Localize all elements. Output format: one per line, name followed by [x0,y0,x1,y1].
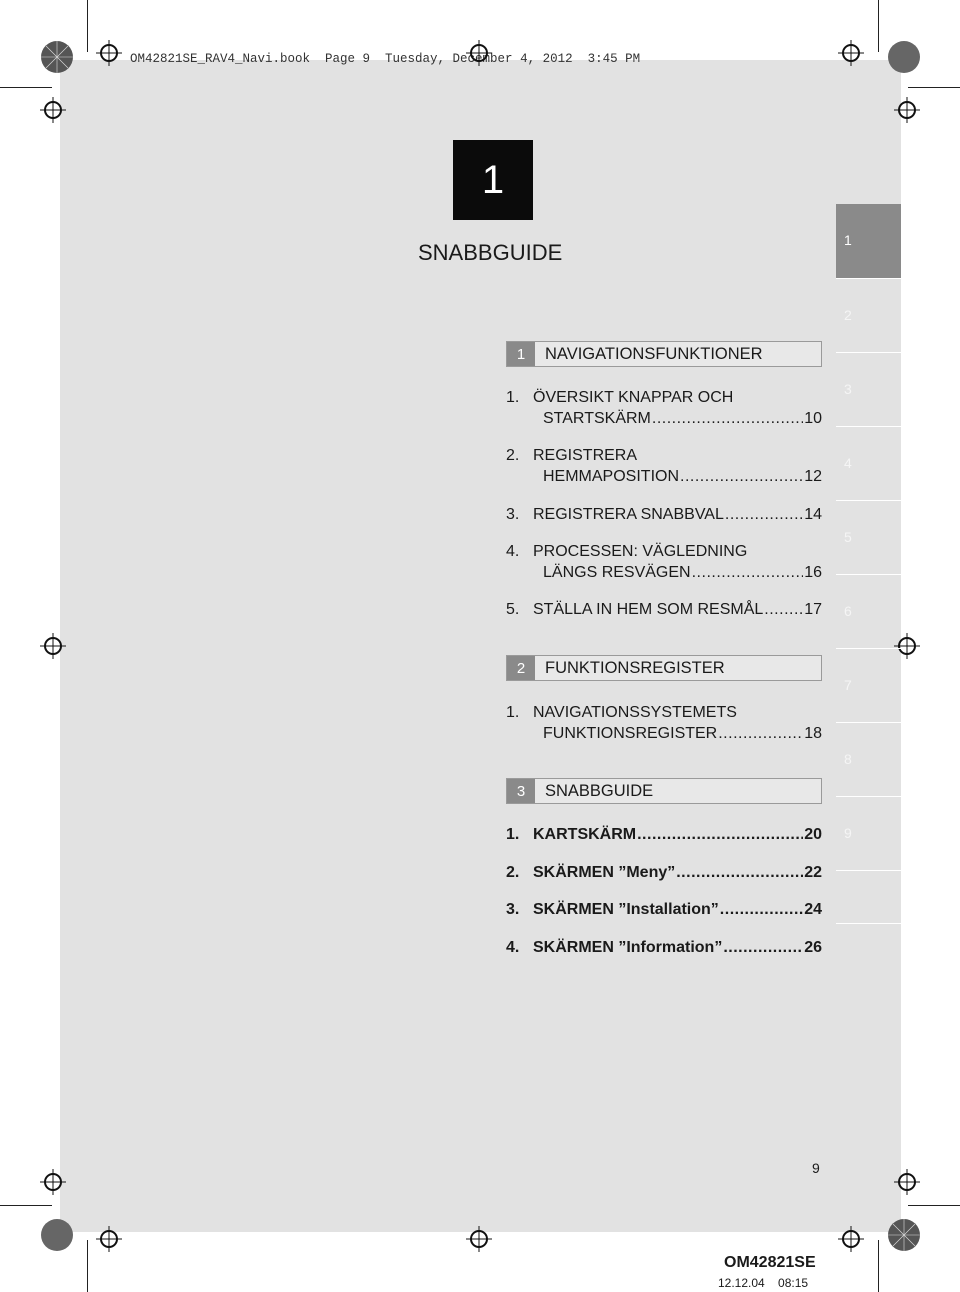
toc-entry-number: 1. [506,704,520,721]
toc-entry-title: REGISTRERA [533,447,638,464]
chapter-tab-7[interactable]: 7 [836,648,901,722]
gray-swatch-icon [40,1218,74,1252]
toc-entry-number: 1. [506,826,520,843]
toc-entry-title: SKÄRMEN ”Information” [533,939,723,956]
registration-mark-icon [894,97,920,123]
toc-entry-title: NAVIGATIONSSYSTEMETS [533,704,737,721]
toc-entry[interactable] [506,599,822,620]
chapter-tab-2[interactable]: 2 [836,278,901,352]
chapter-tab-3[interactable]: 3 [836,352,901,426]
leader-dots [718,723,803,744]
section-number: 2 [507,656,535,680]
section-title: SNABBGUIDE [545,782,654,800]
toc-entry-number: 4. [506,939,520,956]
trim-mark [878,1240,879,1292]
toc-entry-title-cont: LÄNGS RESVÄGEN [543,564,691,581]
toc-entry-title: STÄLLA IN HEM SOM RESMÅL [533,601,764,618]
section-header-2 [506,655,822,681]
registration-mark-icon [838,1226,864,1252]
toc-page-number: 10 [804,410,822,427]
registration-mark-icon [40,97,66,123]
toc-entry[interactable] [506,504,822,525]
trim-mark [908,1205,960,1206]
print-header: OM42821SE_RAV4_Navi.book Page 9 Tuesday, December 4, 2012 3:45 PM [130,52,641,66]
toc-entry-title-cont: STARTSKÄRM [543,410,651,427]
trim-mark [878,0,879,52]
chapter-number: 1 [481,157,505,202]
toc-page-number: 14 [804,506,822,523]
leader-dots [720,899,803,920]
registration-mark-icon [466,1226,492,1252]
toc-page-number: 20 [804,826,822,843]
registration-mark-icon [40,633,66,659]
toc-entry-number: 4. [506,543,520,560]
registration-mark-icon [96,40,122,66]
leader-dots [637,824,803,845]
gray-swatch-icon [887,40,921,74]
registration-mark-icon [894,1169,920,1195]
leader-dots [723,937,803,958]
toc-entry-title: KARTSKÄRM [533,826,637,843]
leader-dots [676,862,803,883]
leader-dots [652,408,803,429]
section-title: FUNKTIONSREGISTER [545,659,725,677]
registration-mark-icon [40,1169,66,1195]
toc-entry-title: SKÄRMEN ”Installation” [533,901,719,918]
toc-entry[interactable] [506,899,822,920]
toc-entry[interactable] [506,445,822,487]
toc-entry[interactable] [506,387,822,429]
chapter-tab-4[interactable]: 4 [836,426,901,500]
chapter-tab-5[interactable]: 5 [836,500,901,574]
leader-dots [764,599,803,620]
toc-page-number: 18 [804,725,822,742]
toc-entry[interactable] [506,937,822,958]
toc-entry-title-cont: HEMMAPOSITION [543,468,680,485]
toc-entry-title: REGISTRERA SNABBVAL [533,506,724,523]
registration-mark-icon [466,40,492,66]
chapter-title: SNABBGUIDE [418,240,563,265]
toc-entry-number: 2. [506,447,520,464]
footer-date-time: 12.12.04 08:15 [718,1276,809,1290]
color-bar-starburst-icon [887,1218,921,1252]
footer-document-code: OM42821SE [724,1254,816,1271]
registration-mark-icon [96,1226,122,1252]
toc-entry[interactable] [506,702,822,744]
toc-entry-number: 2. [506,864,520,881]
section-number: 3 [507,779,535,803]
leader-dots [680,466,803,487]
chapter-tab-8[interactable]: 8 [836,722,901,796]
toc-entry[interactable] [506,862,822,883]
trim-mark [0,1205,52,1206]
chapter-tab-1[interactable]: 1 [836,204,901,278]
toc-entry[interactable] [506,541,822,583]
toc-entry-title: ÖVERSIKT KNAPPAR OCH [533,389,734,406]
toc-page-number: 24 [804,901,822,918]
chapter-tab-6[interactable]: 6 [836,574,901,648]
toc-entry-number: 5. [506,601,520,618]
toc-entry-title: SKÄRMEN ”Meny” [533,864,676,881]
section-number: 1 [507,342,535,366]
toc-entry-number: 1. [506,389,520,406]
toc-page-number: 17 [804,601,822,618]
toc-entry-number: 3. [506,506,520,523]
toc-entry-number: 3. [506,901,520,918]
leader-dots [725,504,803,525]
registration-mark-icon [838,40,864,66]
toc-page-number: 12 [804,468,822,485]
toc-entry-title: PROCESSEN: VÄGLEDNING [533,543,748,560]
chapter-tabs [836,204,901,924]
toc-page-number: 26 [804,939,822,956]
section-title: NAVIGATIONSFUNKTIONER [545,345,763,363]
page-number: 9 [812,1160,820,1176]
section-header-3 [506,778,822,804]
trim-mark [87,0,88,52]
chapter-tab-empty [836,870,901,924]
section-header-1 [506,341,822,367]
chapter-tab-9[interactable]: 9 [836,796,901,870]
trim-mark [0,87,52,88]
toc-entry-title-cont: FUNKTIONSREGISTER [543,725,718,742]
leader-dots [692,562,804,583]
trim-mark [908,87,960,88]
toc-page-number: 22 [804,864,822,881]
chapter-number-box [453,140,533,220]
toc-page-number: 16 [804,564,822,581]
trim-mark [87,1240,88,1292]
color-bar-starburst-icon [40,40,74,74]
toc-entry[interactable] [506,824,822,845]
page-background [60,60,901,1232]
